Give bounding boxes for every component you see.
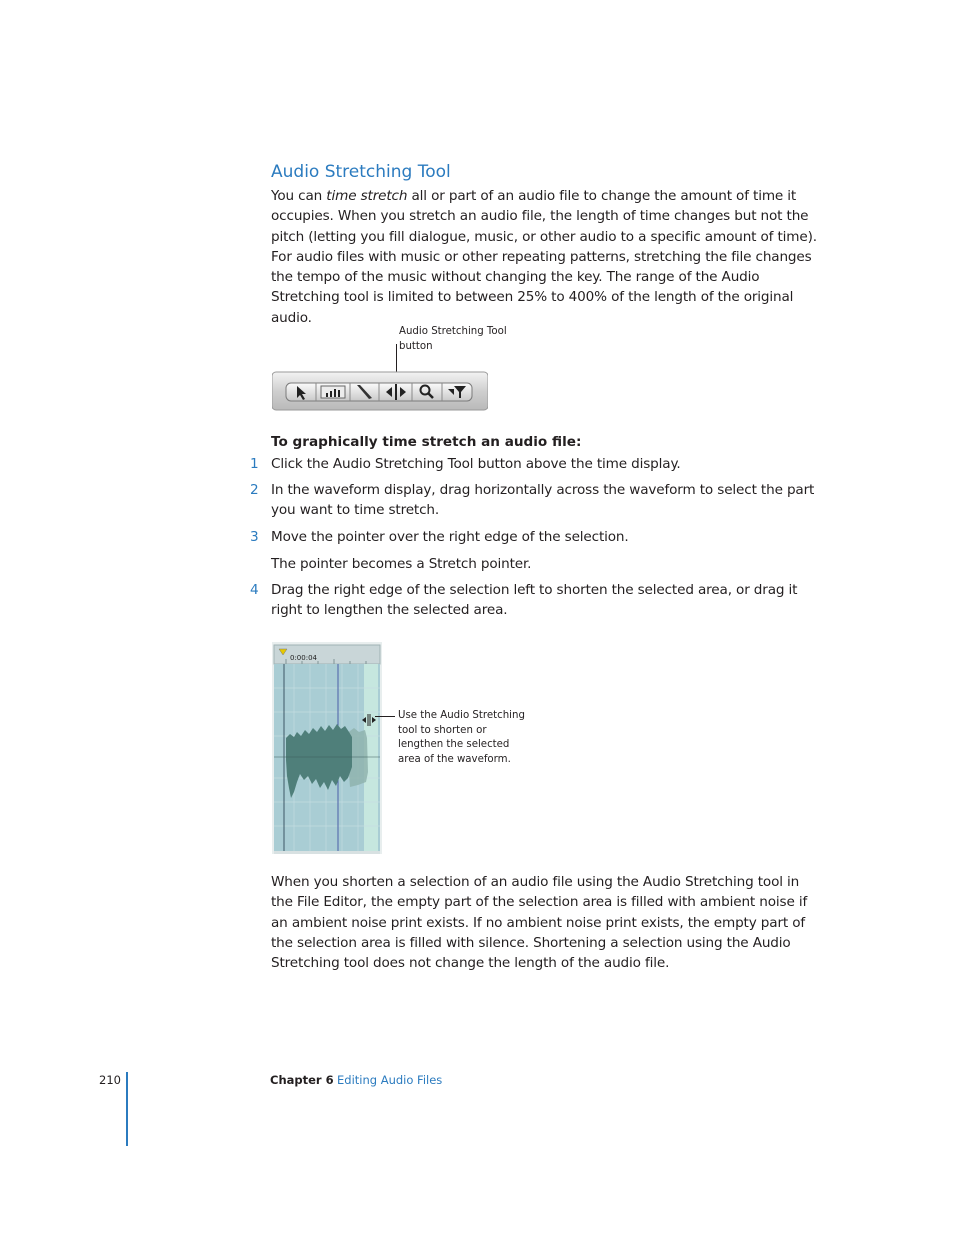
step-number: 4	[250, 582, 259, 598]
waveform-callout-leader	[375, 716, 395, 717]
toolbar-callout-line-2: button	[399, 340, 433, 352]
level-meter-tool-icon[interactable]	[321, 386, 345, 398]
chapter-label: Chapter 6	[270, 1073, 334, 1087]
step-text: Click the Audio Stretching Tool button above the time display.	[271, 456, 681, 472]
step-text: Move the pointer over the right edge of the selection.	[271, 529, 629, 545]
timecode-label: 0:00:04	[290, 654, 317, 662]
waveform-callout-line-4: area of the waveform.	[398, 753, 511, 765]
section-title: Audio Stretching Tool	[271, 162, 451, 182]
waveform-callout-line-1: Use the Audio Stretching	[398, 710, 525, 721]
step-number: 2	[250, 482, 259, 498]
intro-term: time stretch	[326, 188, 408, 204]
step-text: Drag the right edge of the selection left to shorten the selected area, or drag it right to lengthen the selected area.	[271, 582, 798, 619]
step-number: 3	[250, 529, 259, 545]
toolbar-callout	[399, 325, 507, 354]
step-number: 1	[250, 456, 259, 472]
intro-text-start: You can	[271, 188, 327, 204]
chapter-title: Editing Audio Files	[337, 1073, 443, 1087]
waveform-callout-line-3: lengthen the selected	[398, 739, 510, 751]
procedure-title: To graphically time stretch an audio file:	[271, 434, 582, 450]
step-text: In the waveform display, drag horizontally across the waveform to select the part you want to time stretch.	[271, 482, 815, 519]
toolbar-callout-line-1: Audio Stretching Tool	[399, 326, 507, 337]
toolbar-figure	[272, 370, 488, 412]
closing-paragraph: When you shorten a selection of an audio file using the Audio Stretching tool in the File Editor, the empty part of the selection area is filled with ambient noise if an ambient noise print exists. If no ambient noise print exists, the empty part of the selection area is filled with silence. Shortening a selection using the Audio Stretching tool does not change the length of the audio file.	[271, 874, 808, 972]
waveform-callout	[398, 709, 525, 767]
waveform-figure	[272, 642, 382, 854]
waveform-display	[272, 642, 382, 854]
intro-text-rest: all or part of an audio file to change the amount of time it occupies. When you stretch an audio file, the length of time changes but not the pitch (letting you fill dialogue, music, or other audio to a specific amount of time). For audio files with music or other repeating patterns, stretching the file changes the tempo of the music without changing the key. The range of the Audio Stretching tool is limited to between 25% to 400% of the length of the original audio.	[271, 188, 817, 326]
intro-paragraph	[271, 186, 823, 328]
page-number: 210	[99, 1073, 121, 1087]
stretch-pointer-icon	[362, 711, 376, 723]
step-result-text: The pointer becomes a Stretch pointer.	[271, 556, 532, 572]
toolbar-graphic	[272, 370, 488, 412]
footer-rule	[126, 1072, 128, 1146]
waveform-callout-line-2: tool to shorten or	[398, 724, 487, 736]
